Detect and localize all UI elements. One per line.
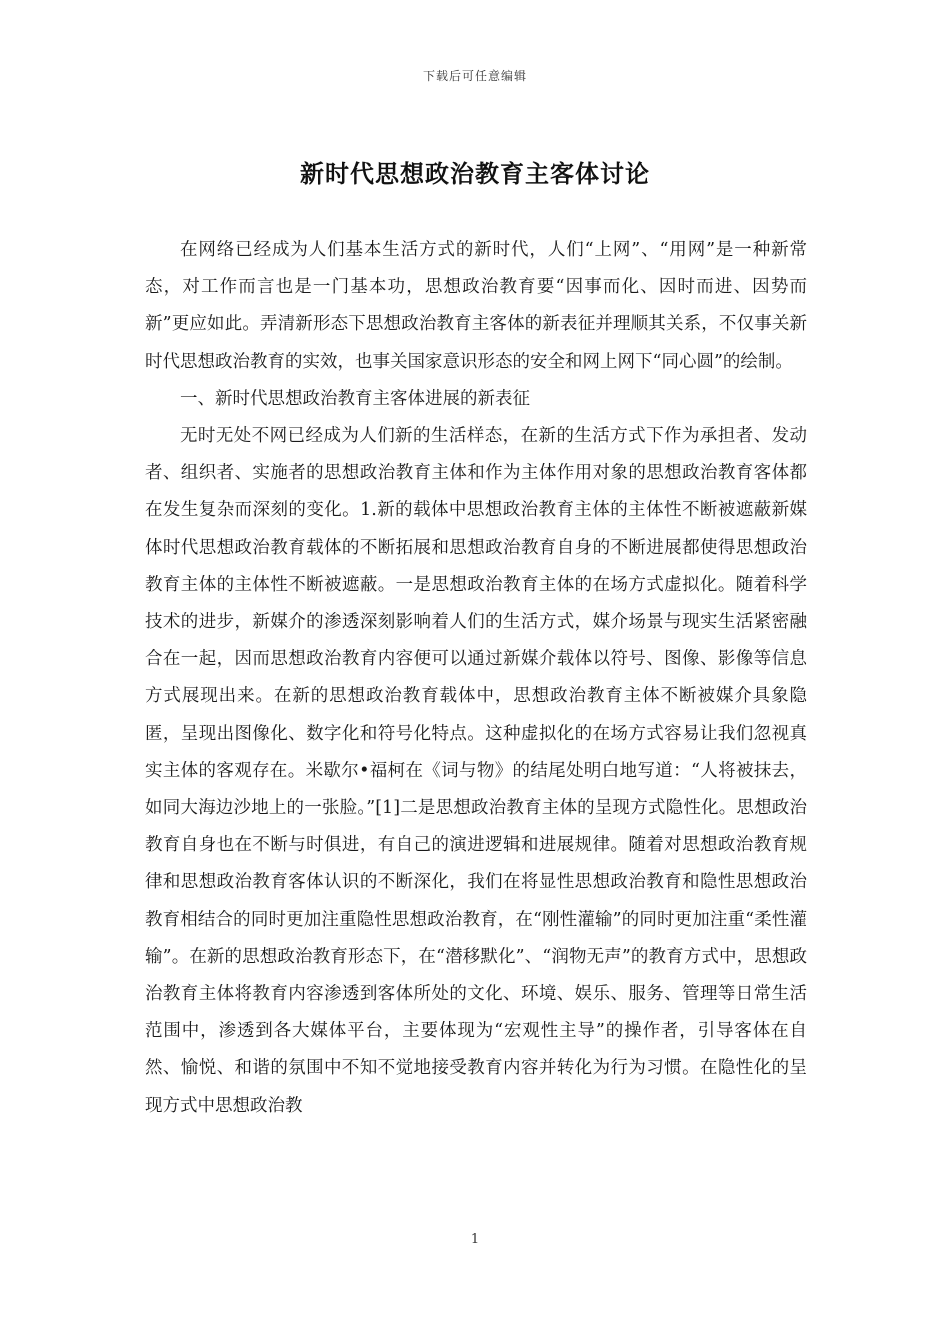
page-header-note: 下载后可任意编辑 <box>422 69 527 83</box>
paragraph-intro: 在网络已经成为人们基本生活方式的新时代，人们“上网”、“用网”是一种新常态，对工作而言也是一门基本功，思想政治教育要“因事而化、因时而进、因势而新”更应如此。弄清新形态下思想政治教育主客体的新表征并理顺其关系，不仅事关新时代思想政治教育的实效，也事关国家意识形态的安全和网上网下“同心圆”的绘制。 <box>145 240 807 372</box>
paragraph-main: 无时无处不网已经成为人们新的生活样态，在新的生活方式下作为承担者、发动者、组织者、实施者的思想政治教育主体和作为主体作用对象的思想政治教育客体都在发生复杂而深刻的变化。1.新的载体中思想政治教育主体的主体性不断被遮蔽新媒体时代思想政治教育载体的不断拓展和思想政治教育自身的不断进展都使得思想政治教育主体的主体性不断被遮蔽。一是思想政治教育主体的在场方式虚拟化。随着科学技术的进步，新媒介的渗透深刻影响着人们的生活方式，媒介场景与现实生活紧密融合在一起，因而思想政治教育内容便可以通过新媒介载体以符号、图像、影像等信息方式展现出来。在新的思想政治教育载体中，思想政治教育主体不断被媒介具象隐匿，呈现出图像化、数字化和符号化特点。这种虚拟化的在场方式容易让我们忽视真实主体的客观存在。米歇尔•福柯在《词与物》的结尾处明白地写道：“人将被抹去，如同大海边沙地上的一张脸。”[1]二是思想政治教育主体的呈现方式隐性化。思想政治教育自身也在不断与时俱进，有自己的演进逻辑和进展规律。随着对思想政治教育规律和思想政治教育客体认识的不断深化，我们在将显性思想政治教育和隐性思想政治教育相结合的同时更加注重隐性思想政治教育，在“刚性灌输”的同时更加注重“柔性灌输”。在新的思想政治教育形态下，在“潜移默化”、“润物无声”的教育方式中，思想政治教育主体将教育内容渗透到客体所处的文化、环境、娱乐、服务、管理等日常生活范围中，渗透到各大媒体平台，主要体现为“宏观性主导”的操作者，引导客体在自然、愉悦、和谐的氛围中不知不觉地接受教育内容并转化为行为习惯。在隐性化的呈现方式中思想政治教 <box>145 426 807 1116</box>
section-heading: 一、新时代思想政治教育主客体进展的新表征 <box>180 388 530 409</box>
document-body <box>145 232 807 1125</box>
document-title: 新时代思想政治教育主客体讨论 <box>300 159 650 188</box>
page-number: 1 <box>470 1232 480 1247</box>
